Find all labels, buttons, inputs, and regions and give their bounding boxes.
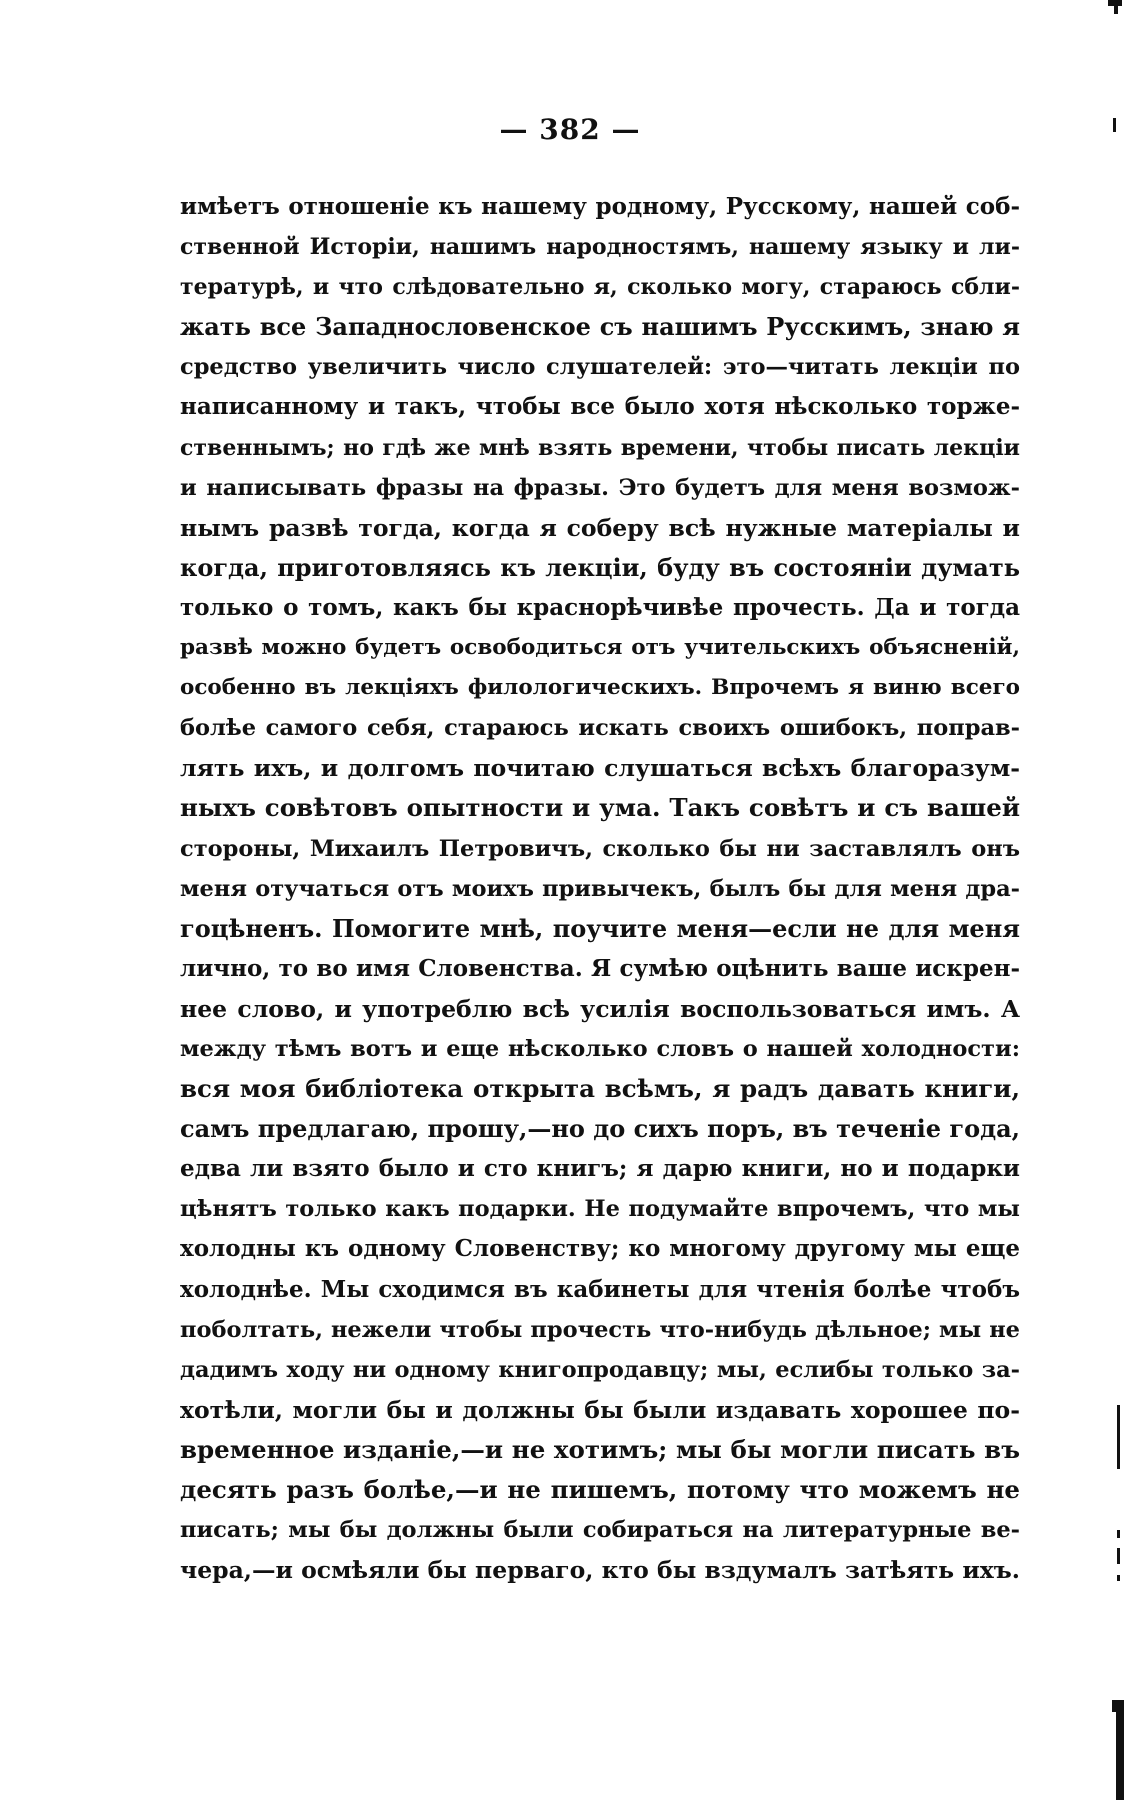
scan-artifact	[1117, 1405, 1120, 1469]
text-line: гоцѣненъ. Помогите мнѣ, поучите меня—если не для меня	[180, 913, 1020, 943]
text-line: лять ихъ, и долгомъ почитаю слушаться всѣхъ благоразум-	[180, 754, 1020, 783]
text-line: когда, приготовляясь къ лекціи, буду въ состояніи думать	[180, 552, 1020, 582]
text-line: временное изданіе,—и не хотимъ; мы бы могли писать въ	[180, 1434, 1020, 1464]
text-line: развѣ можно будетъ освободиться отъ учительскихъ объясненій,	[180, 635, 1020, 661]
scan-artifact	[1113, 118, 1116, 132]
text-line: цѣнятъ только какъ подарки. Не подумайте впрочемъ, что мы	[180, 1196, 1020, 1223]
text-line: поболтать, нежели чтобы прочесть что-нибудь дѣльное; мы не	[180, 1316, 1020, 1343]
text-line: между тѣмъ вотъ и еще нѣсколько словъ о нашей холодности:	[180, 1035, 1020, 1062]
page-number: — 382 —	[499, 113, 641, 146]
text-line: тературѣ, и что слѣдовательно я, сколько могу, стараюсь сбли-	[180, 274, 1020, 301]
text-line: хотѣли, могли бы и должны бы были издавать хорошее по-	[180, 1395, 1020, 1424]
text-line: только о томъ, какъ бы краснорѣчивѣе прочесть. Да и тогда	[180, 593, 1020, 621]
text-line: едва ли взято было и сто книгъ; я дарю книги, но и подарки	[180, 1155, 1020, 1183]
text-line: ственной Исторіи, нашимъ народностямъ, нашему языку и ли-	[180, 234, 1020, 261]
text-line: ныхъ совѣтовъ опытности и ума. Такъ совѣтъ и съ вашей	[180, 793, 1020, 823]
text-line: меня отучаться отъ моихъ привычекъ, былъ бы для меня дра-	[180, 875, 1020, 902]
text-line: жать все Западнословенское съ нашимъ Русскимъ, знаю я	[180, 312, 1020, 342]
text-line: писать; мы бы должны были собираться на литературные ве-	[180, 1517, 1020, 1544]
scan-artifact	[1117, 1530, 1120, 1538]
text-line: холодны къ одному Словенству; ко многому другому мы еще	[180, 1235, 1020, 1263]
body-text	[180, 187, 1020, 1590]
text-line: нымъ развѣ тогда, когда я соберу всѣ нужные матеріалы и	[180, 513, 1020, 542]
text-line: стороны, Михаилъ Петровичъ, сколько бы ни заставлялъ онъ	[180, 835, 1020, 862]
text-line: имѣетъ отношеніе къ нашему родному, Русскому, нашей соб-	[180, 193, 1020, 220]
scan-artifact	[1114, 4, 1118, 14]
text-line: десять разъ болѣе,—и не пишемъ, потому что можемъ не	[180, 1475, 1020, 1504]
scan-artifact	[1112, 1700, 1116, 1712]
text-line: написанному и такъ, чтобы все было хотя нѣсколько торже-	[180, 393, 1020, 421]
scan-artifact	[1117, 1575, 1120, 1581]
text-line: и написывать фразы на фразы. Это будетъ для меня возмож-	[180, 474, 1020, 501]
text-line: вся моя библіотека открыта всѣмъ, я радъ давать книги,	[180, 1074, 1020, 1104]
scan-artifact	[1117, 1548, 1120, 1564]
text-line: лично, то во имя Словенства. Я сумѣю оцѣнить ваше искрен-	[180, 954, 1020, 982]
text-line: самъ предлагаю, прошу,—но до сихъ поръ, въ теченіе года,	[180, 1114, 1020, 1144]
text-line: средство увеличить число слушателей: это—читать лекціи по	[180, 354, 1020, 381]
text-line: чера,—и осмѣяли бы перваго, кто бы вздумалъ затѣять ихъ.	[180, 1556, 1020, 1585]
text-line: ственнымъ; но гдѣ же мнѣ взять времени, чтобы писать лекціи	[180, 434, 1020, 461]
text-line: нее слово, и употреблю всѣ усилія воспользоваться имъ. А	[180, 994, 1020, 1023]
text-line: болѣе самого себя, стараюсь искать своихъ ошибокъ, поправ-	[180, 715, 1020, 742]
scan-artifact	[1116, 1700, 1124, 1800]
text-line: холоднѣе. Мы сходимся въ кабинеты для чтенія болѣе чтобъ	[180, 1275, 1020, 1303]
text-line: дадимъ ходу ни одному книгопродавцу; мы, еслибы только за-	[180, 1356, 1020, 1383]
text-line: особенно въ лекціяхъ филологическихъ. Впрочемъ я виню всего	[180, 675, 1020, 701]
